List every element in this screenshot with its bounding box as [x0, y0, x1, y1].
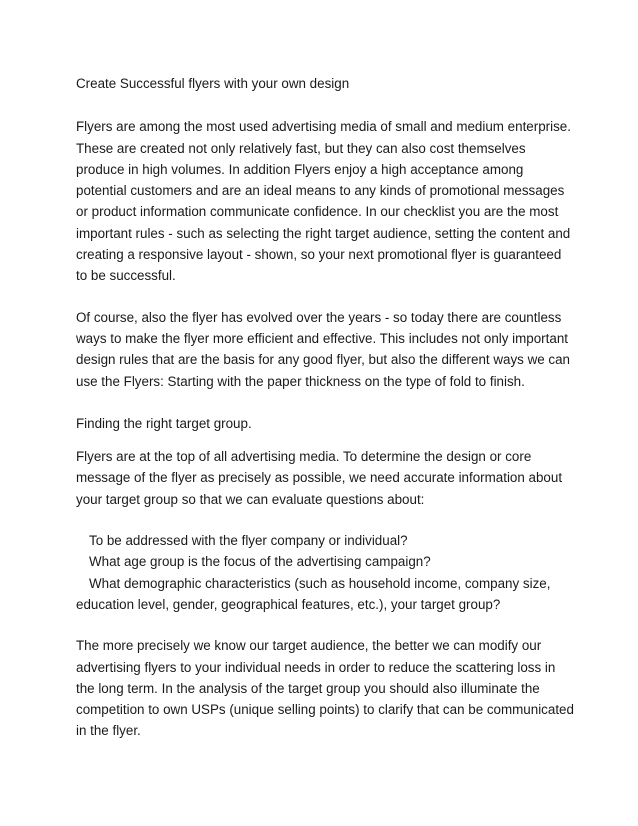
paragraph-1: Flyers are among the most used advertising media of small and medium enterprise. These are created not only relatively fast, but they can also cost themselves produce in high volumes. In addition Flyers enjoy a high acceptance among potential customers and are an ideal means to any kinds of promotional messages or product information communicate confidence. In our checklist you are the most important rules - such as selecting the right target audience, setting the content and creating a responsive layout - shown, so your next promotional flyer is guaranteed to be successful. [76, 119, 571, 284]
list-item-1: To be addressed with the flyer company or individual? [89, 533, 408, 549]
section-intro: Flyers are at the top of all advertising media. To determine the design or core message of the flyer as precisely as possible, we need accurate information about your target group so that we can evaluate questions about: [76, 449, 563, 507]
list-item-3-continuation: education level, gender, geographical features, etc.), your target group? [76, 596, 501, 612]
document-title: Create Successful flyers with your own design [76, 76, 350, 91]
question-list [76, 530, 574, 615]
list-item-3: What demographic characteristics (such as household income, company size, [89, 575, 551, 591]
paragraph-2: Of course, also the flyer has evolved over the years - so today there are countless ways to make the flyer more efficient and effective. This includes not only important design rules that are the basis for any good flyer, but also the different ways we can use the Flyers: Starting with the paper thickness on the type of fold to finish. [76, 309, 571, 389]
list-item-2: What age group is the focus of the advertising campaign? [89, 554, 431, 570]
section-heading: Finding the right target group. [76, 415, 252, 431]
closing-paragraph: The more precisely we know our target audience, the better we can modify our advertising flyers to your individual needs in order to reduce the scattering loss in the long term. In the analysis of the target group you should also illuminate the competition to own USPs (unique selling points) to clarify that can be communicated in the flyer. [76, 638, 574, 739]
